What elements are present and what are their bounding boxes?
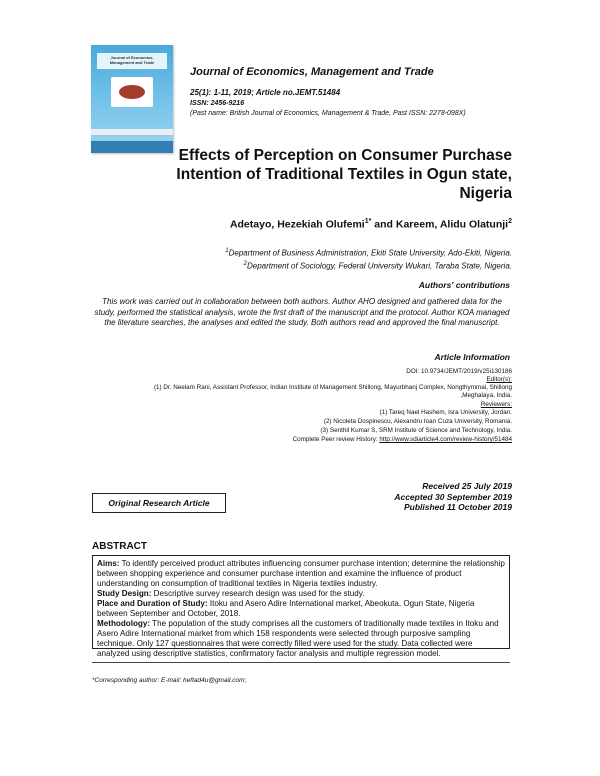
- affiliations: [150, 246, 512, 271]
- aims-label: Aims:: [97, 559, 120, 568]
- article-info-heading: Article Information: [434, 352, 510, 362]
- date-published: Published 11 October 2019: [403, 502, 512, 512]
- affiliation-1-text: Department of Business Administration, Ekiti State University, Ado-Ekiti, Nigeria.: [228, 248, 512, 258]
- design-text: Descriptive survey research design was used for the study.: [151, 589, 365, 598]
- design-label: Study Design:: [97, 589, 152, 598]
- doi: DOI: 10.9734/JEMT/2019/v25i130186: [406, 368, 512, 375]
- journal-past-name: (Past name: British Journal of Economics, Management & Trade, Past ISSN: 2278-098X): [190, 110, 466, 117]
- method-text: The population of the study comprises all the customers of traditionally made textiles in Itoku and Asero Adire International market from which 158 respondents were selected through purposive sampling technique. Only 127 questionnaires that were correctly filled were used for the study. Data collected were analyzed using descriptive statistics, confirmatory factor analysis and multiple regression model.: [97, 619, 499, 658]
- place-text: Itoku and Asero Adire International market, Abeokuta, Ogun State, Nigeria between September and October, 2018.: [97, 599, 475, 618]
- paper-title: Effects of Perception on Consumer Purchase Intention of Traditional Textiles in Ogun state, Nigeria: [176, 147, 512, 202]
- footnote-divider: [92, 662, 510, 663]
- reviewers-label: [150, 401, 512, 409]
- journal-name: Journal of Economics, Management and Trade: [190, 66, 434, 78]
- journal-issn: ISSN: 2456-9216: [190, 100, 245, 107]
- reviewers-label-text: Reviewers:: [480, 401, 512, 408]
- reviewer-1: (1) Tareq Nael Hashem, Isra University, Jordan.: [379, 409, 512, 416]
- author-1: Adetayo, Hezekiah Olufemi: [229, 218, 365, 231]
- editor-label-text: Editor(s):: [486, 376, 512, 383]
- abstract-aims: [97, 559, 505, 589]
- cover-illustration: [111, 77, 153, 107]
- affiliation-2-text: Department of Sociology, Federal University Wukari, Taraba State, Nigeria.: [246, 261, 512, 271]
- contributions-heading: Authors' contributions: [418, 280, 510, 290]
- abstract-place: [97, 599, 505, 619]
- cover-title: Journal of Economics, Management and Trade: [109, 55, 155, 65]
- reviewer-3: (3) Senthil Kumar S, SRM Institute of Science and Technology, India.: [320, 427, 512, 434]
- affiliation-1: [150, 246, 512, 259]
- editor-label: [150, 376, 512, 384]
- reviewer-2: (2) Nicoleta Dospinescu, Alexandru Ioan Cuza University, Romania.: [323, 418, 512, 425]
- affiliation-2: [150, 259, 512, 272]
- date-accepted: Accepted 30 September 2019: [394, 491, 512, 502]
- author-2: Kareem, Alidu Olatunji: [395, 218, 509, 231]
- author-1-sup: 1*: [364, 218, 372, 225]
- aims-text: To identify perceived product attributes influencing consumer purchase intention; determine the relationship between shopping experience and consumer purchase intention and examine the influence of product understanding on consumption of traditional textiles in Nigeria textiles industry.: [97, 559, 505, 588]
- abstract-design: [97, 589, 505, 599]
- authors-line: [150, 218, 512, 231]
- journal-cover-image: [91, 45, 173, 153]
- date-received: Received 25 July 2019: [422, 481, 512, 491]
- editor: (1) Dr. Neelam Rani, Assistant Professor, Indian Institute of Management Shillong, Mayurbhanj Complex, Nongthymmai, Shillong ,Meghalaya, India.: [153, 384, 512, 399]
- article-type-box: [92, 493, 226, 513]
- cover-band: [91, 129, 173, 135]
- place-label: Place and Duration of Study:: [97, 599, 208, 608]
- author-2-sup: 2: [508, 218, 512, 225]
- affiliation-2-sup: 2: [243, 260, 247, 267]
- journal-issue: 25(1): 1-11, 2019; Article no.JEMT.51484: [190, 88, 341, 97]
- method-label: Methodology:: [97, 619, 151, 628]
- abstract-method: [97, 619, 505, 659]
- abstract-box: [92, 555, 510, 658]
- affiliation-1-sup: 1: [225, 248, 229, 254]
- review-history: [150, 436, 512, 444]
- review-history-link[interactable]: http://www.sdiarticle4.com/review-history/51484: [379, 436, 512, 443]
- corresponding-author-footnote: *Corresponding author: E-mail: heftad4u@gmail.com;: [92, 677, 247, 684]
- authors-and: and: [371, 218, 396, 231]
- abstract-heading: ABSTRACT: [92, 541, 147, 552]
- publication-dates: [320, 481, 512, 513]
- contributions-text: This work was carried out in collaboration between both authors. Author AHO designed and gathered data for the study, performed the statistical analysis, wrote the first draft of the manuscript and the protocol. Author KOA managed the literature searches, the analyses and edited the study. Both authors read and approved the final manuscript.: [94, 297, 510, 327]
- article-type: Original Research Article: [108, 498, 210, 508]
- review-history-label: Complete Peer review History:: [292, 436, 380, 443]
